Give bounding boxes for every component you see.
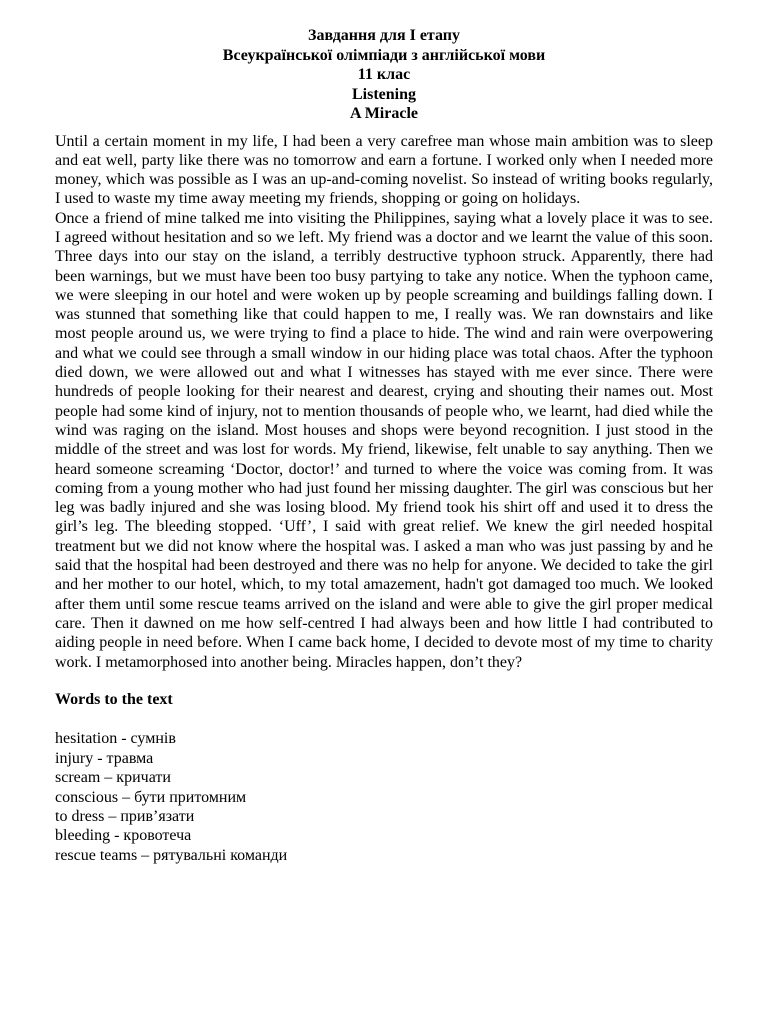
header-olympiad: Всеукраїнської олімпіади з англійської мови: [222, 46, 546, 64]
header-task-stage: Завдання для І етапу: [308, 27, 460, 44]
vocabulary-item: conscious – бути притомним: [55, 788, 247, 806]
vocabulary-item: injury - травма: [55, 749, 154, 767]
document-page: [55, 26, 713, 865]
header-section: Listening: [351, 85, 416, 103]
vocabulary-item: bleeding - кровотеча: [55, 827, 192, 845]
document-title: A Miracle: [350, 105, 418, 122]
vocabulary-item: scream – кричати: [55, 769, 171, 787]
story-text: [55, 132, 713, 672]
vocabulary-list: [55, 729, 713, 865]
story-paragraph-2: Once a friend of mine talked me into visiting the Philippines, saying what a lovely place it was to see. I agreed without hesitation and so we left. My friend was a doctor and we learnt the value of this soon. Three days into our stay on the island, a terribly destructive typhoon struck. Apparently, there had been warnings, but we must have been too busy partying to take any notice. When the typhoon came, we were sleeping in our hotel and were woken up by people screaming and buildings falling down. I was stunned that something like that could happen to me, I really was. We ran downstairs and like most people around us, we were trying to find a place to hide. The wind and rain were overpowering and what we could see through a small window in our hiding place was total chaos. After the typhoon died down, we were allowed out and what I witnesses has stayed with me ever since. There were hundreds of people looking for their nearest and dearest, crying and shouting their names out. Most people had some kind of injury, not to mention thousands of people who, we learnt, had died while the wind was raging on the island. Most houses and shops were beyond recognition. I just stood in the middle of the street and was lost for words. My friend, likewise, felt unable to say anything. Then we heard someone screaming ‘Doctor, doctor!’ and turned to where the voice was coming from. It was coming from a young mother who had just found her missing daughter. The girl was conscious but her leg was badly injured and she was losing blood. My friend took his shirt off and used it to dress the girl’s leg. The bleeding stopped. ‘Uff’, I said with great relief. We knew the girl needed hospital treatment but we did not know where the hospital was. I asked a man who was just passing by and he said that the hospital had been destroyed and there was no help for anyone. We decided to take the girl and her mother to our hotel, which, to my total amazement, hadn't got damaged too much. We looked after them until some rescue teams arrived on the island and were able to give the girl proper medical care. Then it dawned on me how self-centred I had always been and how little I had contributed to aiding people in need before. When I came back home, I decided to devote most of my time to charity work. I metamorphosed into another being. Miracles happen, don’t they?: [55, 209, 713, 671]
vocabulary-item: hesitation - сумнів: [55, 730, 176, 748]
vocabulary-item: rescue teams – рятувальні команди: [55, 846, 288, 864]
story-paragraph-1: Until a certain moment in my life, I had been a very carefree man whose main ambition was to sleep and eat well, party like there was no tomorrow and earn a fortune. I worked only when I needed more money, which was possible as I was an up-and-coming novelist. So instead of writing books regularly, I used to waste my time away meeting my friends, shopping or going on holidays.: [55, 132, 713, 208]
words-heading: Words to the text: [55, 690, 173, 708]
document-header: [55, 26, 713, 124]
vocabulary-item: to dress – прив’язати: [55, 807, 195, 825]
header-grade: 11 клас: [357, 66, 411, 83]
